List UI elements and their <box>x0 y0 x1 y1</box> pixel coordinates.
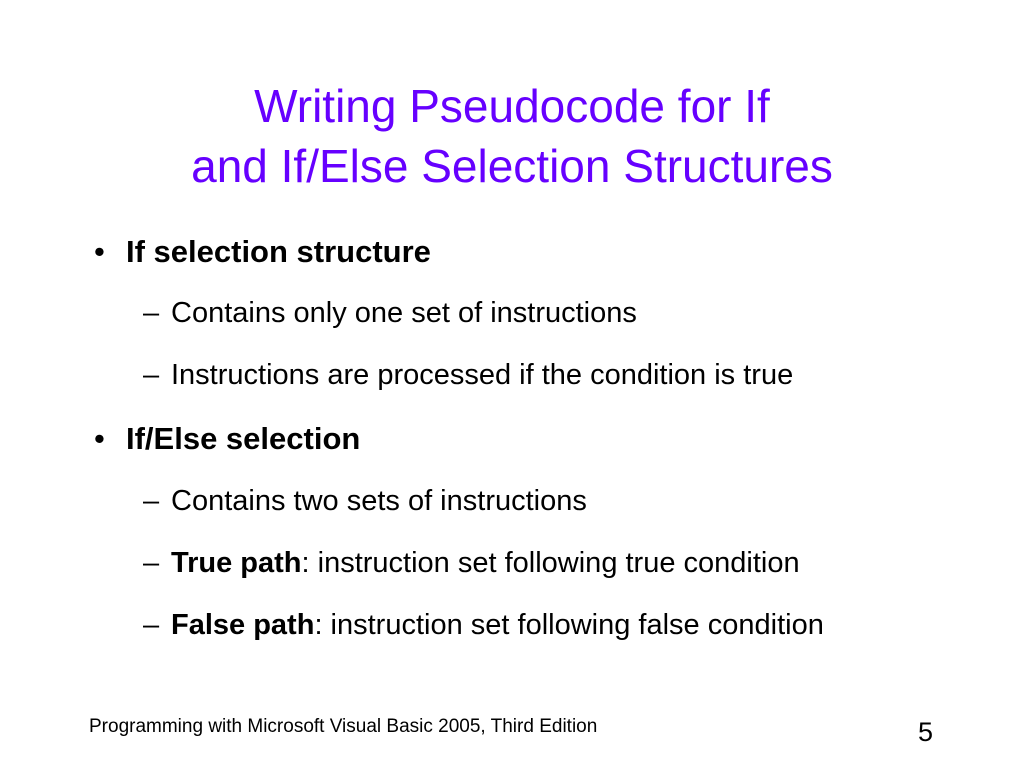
page-number: 5 <box>918 717 934 747</box>
sub-bullet <box>143 297 637 330</box>
sub-bullet-bold-term: True path <box>171 547 302 579</box>
bullet-if-selection <box>94 234 431 270</box>
sub-bullet-text: Instructions are processed if the condition is true <box>171 359 794 391</box>
slide-footer: Programming with Microsoft Visual Basic 2005, Third Edition <box>89 716 598 737</box>
sub-bullet-false-path <box>143 609 824 642</box>
dash-marker: – <box>143 547 160 579</box>
bullet-heading: If selection structure <box>126 234 431 269</box>
sub-bullet-text: Contains two sets of instructions <box>171 485 587 517</box>
title-line-2: and If/Else Selection Structures <box>191 140 833 192</box>
sub-bullet-bold-term: False path <box>171 609 315 641</box>
dash-marker: – <box>143 297 160 329</box>
dash-marker: – <box>143 359 160 391</box>
bullet-marker: • <box>94 234 105 269</box>
sub-bullet-text: Contains only one set of instructions <box>171 297 637 329</box>
sub-bullet <box>143 485 587 518</box>
dash-marker: – <box>143 609 160 641</box>
bullet-if-else-selection <box>94 421 361 457</box>
sub-bullet-true-path <box>143 547 800 580</box>
sub-bullet-text: : instruction set following true condition <box>301 547 800 579</box>
bullet-heading: If/Else selection <box>126 421 361 456</box>
bullet-marker: • <box>94 421 105 456</box>
sub-bullet <box>143 359 794 392</box>
sub-bullet-text: : instruction set following false condition <box>314 609 824 641</box>
dash-marker: – <box>143 485 160 517</box>
title-line-1: Writing Pseudocode for If <box>254 80 770 132</box>
